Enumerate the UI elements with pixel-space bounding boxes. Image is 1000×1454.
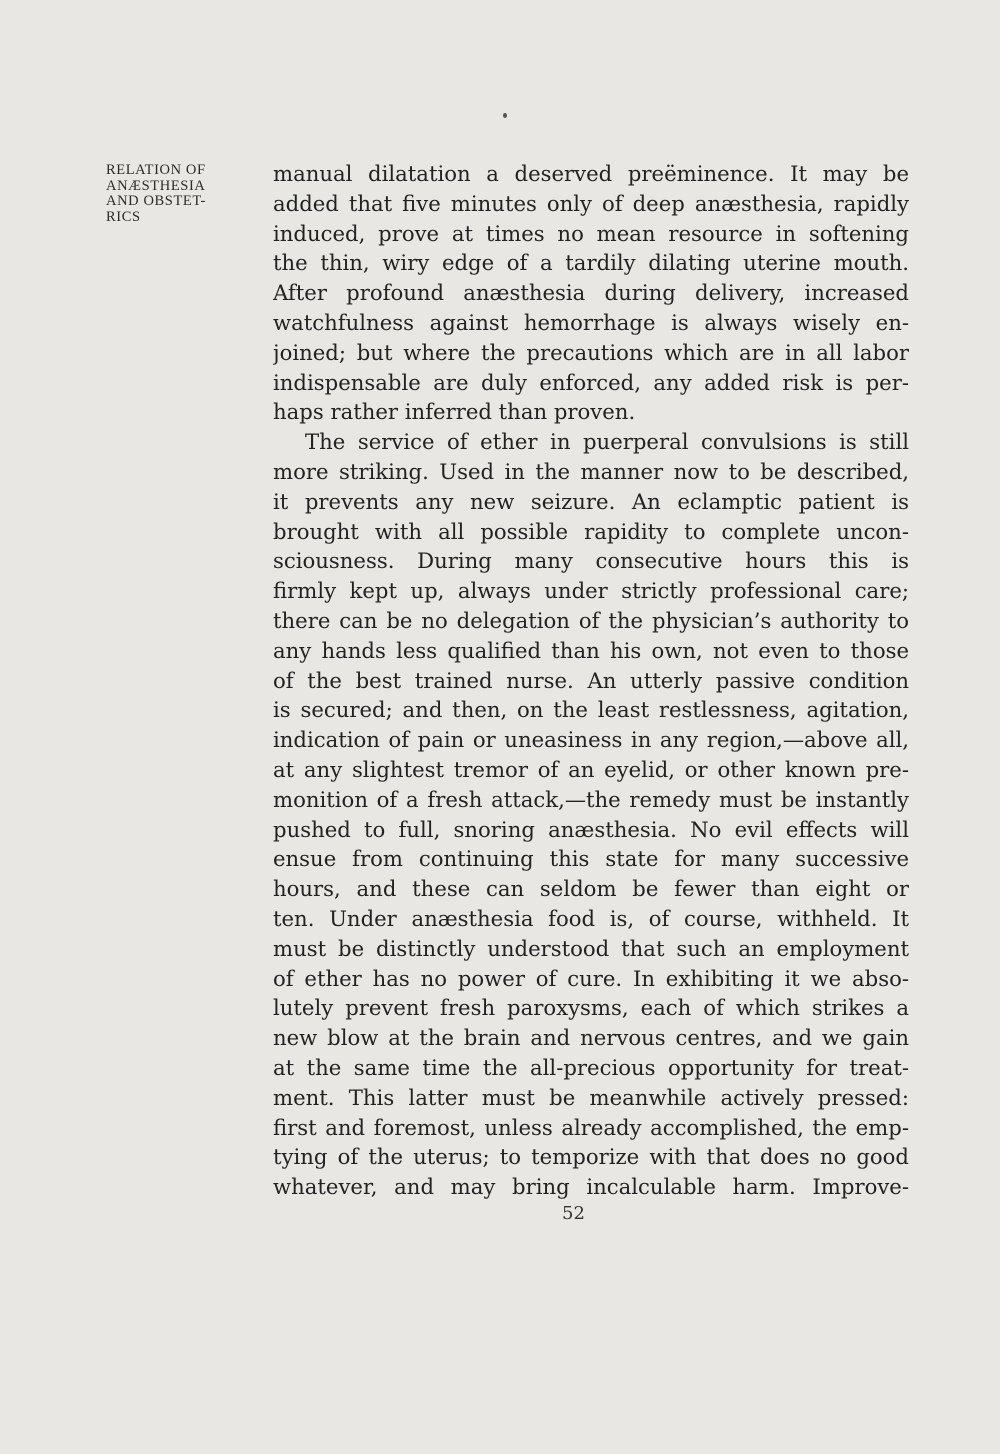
text-line: joined; but where the precautions which are in all labor xyxy=(273,339,909,365)
text-line: first and foremost, unless already accomplished, the emp- xyxy=(273,1114,909,1140)
text-line: ensue from continuing this state for many successive xyxy=(273,846,909,872)
text-line: monition of a fresh attack,—the remedy must be instantly xyxy=(273,786,909,812)
text-line: lutely prevent fresh paroxysms, each of which strikes a xyxy=(273,995,909,1021)
text-line: added that five minutes only of deep anæsthesia, rapidly xyxy=(273,190,909,216)
text-line: sciousness. During many consecutive hours this is xyxy=(273,548,909,574)
marginal-note-line: ANÆSTHESIA xyxy=(106,177,206,194)
body-text xyxy=(273,159,909,1202)
text-line: there can be no delegation of the physician’s authority to xyxy=(273,607,909,633)
text-line: pushed to full, snoring anæsthesia. No evil effects will xyxy=(273,816,909,842)
text-line: new blow at the brain and nervous centres, and we gain xyxy=(273,1025,909,1051)
text-line: of the best trained nurse. An utterly passive condition xyxy=(273,667,909,693)
text-line: The service of ether in puerperal convulsions is still xyxy=(305,429,909,455)
text-line: brought with all possible rapidity to complete uncon- xyxy=(273,518,909,544)
page-number: 52 xyxy=(562,1203,585,1224)
text-line: induced, prove at times no mean resource in softening xyxy=(273,220,909,246)
text-line: tying of the uterus; to temporize with that does no good xyxy=(273,1144,909,1170)
text-line: more striking. Used in the manner now to be described, xyxy=(273,458,909,484)
text-line: whatever, and may bring incalculable harm. Improve- xyxy=(273,1174,909,1200)
text-line: firmly kept up, always under strictly professional care; xyxy=(273,578,909,604)
text-line: indication of pain or uneasiness in any region,—above all, xyxy=(273,727,909,753)
text-line: of ether has no power of cure. In exhibiting it we abso- xyxy=(273,965,909,991)
text-line: at the same time the all-precious opportunity for treat- xyxy=(273,1054,909,1080)
text-line: watchfulness against hemorrhage is always wisely en- xyxy=(273,309,909,335)
text-line: ment. This latter must be meanwhile actively pressed: xyxy=(273,1084,909,1110)
marginal-note xyxy=(106,163,256,225)
text-line: hours, and these can seldom be fewer than eight or xyxy=(273,876,909,902)
text-line: indispensable are duly enforced, any added risk is per- xyxy=(273,369,909,395)
marginal-note-line: AND OBSTET- xyxy=(106,193,206,209)
text-line: any hands less qualified than his own, not even to those xyxy=(273,637,909,663)
text-line: After profound anæsthesia during delivery, increased xyxy=(273,280,909,306)
text-line: the thin, wiry edge of a tardily dilating uterine mouth. xyxy=(273,250,909,276)
text-line: is secured; and then, on the least restlessness, agitation, xyxy=(273,697,909,723)
text-line: manual dilatation a deserved preëminence. It may be xyxy=(273,161,909,186)
text-line: must be distinctly understood that such an employment xyxy=(273,935,909,961)
marginal-note-line: RICS xyxy=(106,208,141,225)
text-line: ten. Under anæsthesia food is, of course, withheld. It xyxy=(273,905,909,931)
text-line: it prevents any new seizure. An eclamptic patient is xyxy=(273,488,909,514)
paper-speck xyxy=(503,113,507,118)
text-line: haps rather inferred than proven. xyxy=(273,399,636,425)
text-line: at any slightest tremor of an eyelid, or other known pre- xyxy=(273,756,909,782)
marginal-note-line: RELATION OF xyxy=(106,162,206,178)
